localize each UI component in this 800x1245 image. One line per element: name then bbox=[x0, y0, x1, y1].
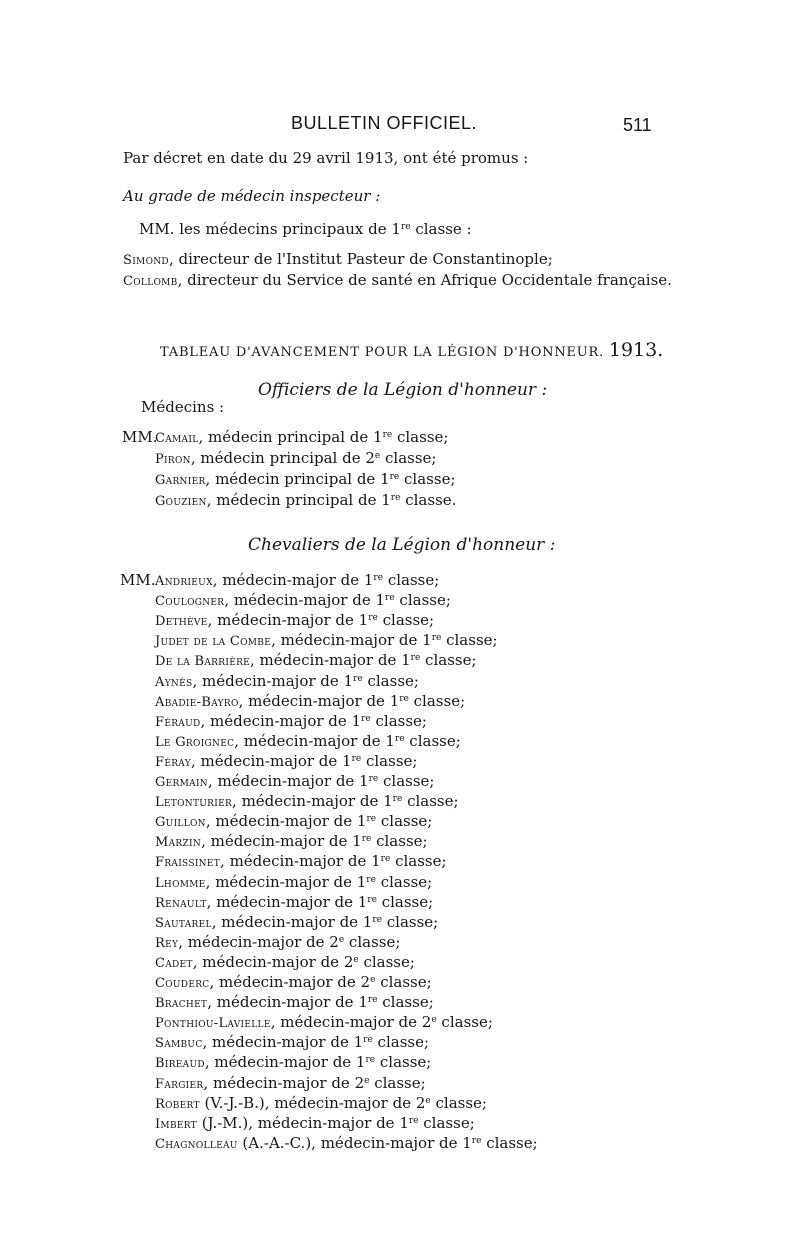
chevalier-entry bbox=[155, 771, 435, 793]
chevalier-entry bbox=[155, 872, 432, 894]
person-name: Simond bbox=[123, 253, 169, 268]
person-name: Lhomme bbox=[155, 876, 206, 891]
entry-text: , médecin-major de 1re classe; bbox=[211, 913, 439, 931]
chevalier-entry bbox=[155, 570, 439, 592]
person-name: Le Groignec bbox=[155, 735, 235, 750]
chevalier-entry bbox=[155, 691, 465, 713]
tableau-title-line bbox=[160, 340, 663, 363]
person-name: Judet de la Combe bbox=[155, 634, 272, 649]
person-name: Bireaud bbox=[155, 1056, 205, 1071]
person-name: Renault bbox=[155, 896, 207, 911]
chevalier-entry bbox=[155, 1012, 493, 1034]
entry-text: , médecin-major de 1re classe; bbox=[224, 591, 451, 609]
entry-text: , médecin-major de 1re classe; bbox=[202, 1033, 430, 1051]
chevalier-entry bbox=[155, 1052, 431, 1074]
chevalier-entry bbox=[155, 731, 461, 753]
officier-entry: Gouzien, médecin principal de 1re classe. bbox=[155, 491, 457, 509]
chevalier-entry bbox=[155, 610, 434, 632]
person-name: Gouzien bbox=[155, 494, 207, 509]
person-name: Brachet bbox=[155, 996, 208, 1011]
entry-text: , médecin-major de 2e classe; bbox=[192, 953, 415, 971]
entry-text: , médecin-major de 1re classe; bbox=[238, 692, 466, 710]
person-name: Chagnolleau bbox=[155, 1137, 238, 1152]
person-name: Piron bbox=[155, 452, 191, 467]
chevalier-entry bbox=[155, 711, 427, 733]
chevalier-entry bbox=[155, 912, 438, 934]
chevalier-entry bbox=[155, 630, 498, 652]
chevalier-entry bbox=[155, 671, 419, 693]
person-name: Dethève bbox=[155, 614, 208, 629]
entry-text: (V.-J.-B.), médecin-major de 2e classe; bbox=[199, 1094, 487, 1112]
person-name: Robert bbox=[155, 1097, 200, 1112]
person-name: Féray bbox=[155, 755, 191, 770]
person-name: Couderc bbox=[155, 976, 210, 991]
entry-text: , médecin-major de 1re classe; bbox=[204, 1053, 432, 1071]
person-name: Camail bbox=[155, 431, 199, 446]
person-name: Aynès bbox=[155, 675, 193, 690]
chevalier-entry bbox=[155, 1032, 429, 1054]
mm-prefix: MM. bbox=[122, 428, 158, 446]
entry-text: , médecin-major de 2e classe; bbox=[203, 1074, 426, 1092]
entry-text: (J.-M.), médecin-major de 1re classe; bbox=[196, 1114, 475, 1132]
officiers-heading: Officiers de la Légion d'honneur : bbox=[258, 380, 548, 400]
entry-text: , directeur de l'Institut Pasteur de Constantinople; bbox=[168, 250, 553, 268]
entry-text: , médecin-major de 1re classe; bbox=[205, 873, 433, 891]
person-name: Coulogner bbox=[155, 594, 225, 609]
entry-text: , médecin-major de 1re classe; bbox=[190, 752, 418, 770]
chevalier-entry bbox=[155, 831, 428, 853]
chevalier-entry bbox=[155, 1113, 475, 1135]
entry-text: , médecin-major de 1re classe; bbox=[232, 792, 459, 810]
person-name: Féraud bbox=[155, 715, 201, 730]
entry-text: , médecin-major de 1re classe; bbox=[192, 672, 419, 690]
chevalier-entry bbox=[155, 791, 459, 813]
chevalier-entry bbox=[155, 1073, 426, 1095]
entry-text: , médecin-major de 1re classe; bbox=[200, 712, 427, 730]
entry-text: , médecin-major de 1re classe; bbox=[207, 993, 434, 1011]
person-name: Garnier bbox=[155, 473, 206, 488]
entry-text: , médecin-major de 2e classe; bbox=[270, 1013, 493, 1031]
entry-text: , médecin-major de 1re classe; bbox=[250, 651, 477, 669]
chevalier-entry bbox=[155, 751, 417, 773]
chevalier-entry bbox=[155, 972, 432, 994]
chevalier-entry bbox=[155, 1133, 538, 1155]
entry-text: (A.-A.-C.), médecin-major de 1re classe; bbox=[237, 1134, 538, 1152]
person-name: Germain bbox=[155, 775, 208, 790]
person-name: Collomb bbox=[123, 274, 178, 289]
page-number: 511 bbox=[623, 115, 652, 135]
person-name: Fraissinet bbox=[155, 855, 221, 870]
chevalier-entry bbox=[155, 650, 477, 672]
officier-entry: Camail, médecin principal de 1re classe; bbox=[155, 428, 449, 446]
entry-text: , médecin-major de 1re classe; bbox=[271, 631, 498, 649]
entry-text: , médecin-major de 1re classe; bbox=[207, 772, 435, 790]
person-name: Imbert bbox=[155, 1117, 197, 1132]
chevalier-entry bbox=[155, 892, 433, 914]
decree-entry bbox=[123, 270, 672, 292]
officier-entry: Piron, médecin principal de 2e classe; bbox=[155, 449, 437, 467]
tableau-year: 1913. bbox=[608, 339, 664, 361]
person-name: Rey bbox=[155, 936, 179, 951]
person-name: Abadie-Bayro bbox=[155, 695, 239, 710]
entry-text: , médecin-major de 1re classe; bbox=[201, 832, 428, 850]
chevalier-entry bbox=[155, 952, 415, 974]
mm-line: MM. les médecins principaux de 1re classe : bbox=[139, 220, 472, 238]
medecins-subgroup: Médecins : bbox=[141, 398, 225, 416]
entry-text: , médecin-major de 1re classe; bbox=[205, 812, 433, 830]
person-name: Sambuc bbox=[155, 1036, 203, 1051]
person-name: Cadet bbox=[155, 956, 193, 971]
entry-text: , médecin-major de 1re classe; bbox=[220, 852, 447, 870]
person-name: Fargier bbox=[155, 1077, 204, 1092]
person-name: Andrieux bbox=[155, 574, 213, 589]
chevaliers-heading: Chevaliers de la Légion d'honneur : bbox=[248, 535, 556, 555]
chevalier-entry bbox=[155, 1093, 487, 1115]
mm-prefix: MM. bbox=[120, 571, 156, 589]
decree-entry bbox=[123, 249, 553, 271]
chevalier-entry bbox=[155, 811, 432, 833]
chevalier-entry bbox=[155, 932, 400, 954]
decree-intro: Par décret en date du 29 avril 1913, ont été promus : bbox=[123, 149, 529, 167]
chevalier-entry bbox=[155, 851, 447, 873]
chevalier-entry bbox=[155, 992, 434, 1014]
entry-text: , médecin-major de 1re classe; bbox=[207, 611, 435, 629]
entry-text: , directeur du Service de santé en Afrique Occidentale française. bbox=[177, 271, 672, 289]
grade-heading: Au grade de médecin inspecteur : bbox=[123, 187, 381, 205]
person-name: Guillon bbox=[155, 815, 206, 830]
person-name: De la Barrière bbox=[155, 654, 251, 669]
entry-text: , médecin-major de 1re classe; bbox=[212, 571, 440, 589]
entry-text: , médecin-major de 1re classe; bbox=[206, 893, 434, 911]
person-name: Marzin bbox=[155, 835, 202, 850]
entry-text: , médecin-major de 2e classe; bbox=[209, 973, 432, 991]
officier-entry: Garnier, médecin principal de 1re classe; bbox=[155, 470, 456, 488]
entry-text: , médecin-major de 2e classe; bbox=[178, 933, 401, 951]
person-name: Sautarel bbox=[155, 916, 212, 931]
entry-text: , médecin-major de 1re classe; bbox=[234, 732, 461, 750]
running-title: BULLETIN OFFICIEL. bbox=[291, 113, 478, 133]
person-name: Ponthiou-Lavielle bbox=[155, 1016, 271, 1031]
person-name: Letonturier bbox=[155, 795, 233, 810]
chevalier-entry bbox=[155, 590, 451, 612]
tableau-title: TABLEAU D'AVANCEMENT POUR LA LÉGION D'HONNEUR. bbox=[160, 345, 605, 360]
